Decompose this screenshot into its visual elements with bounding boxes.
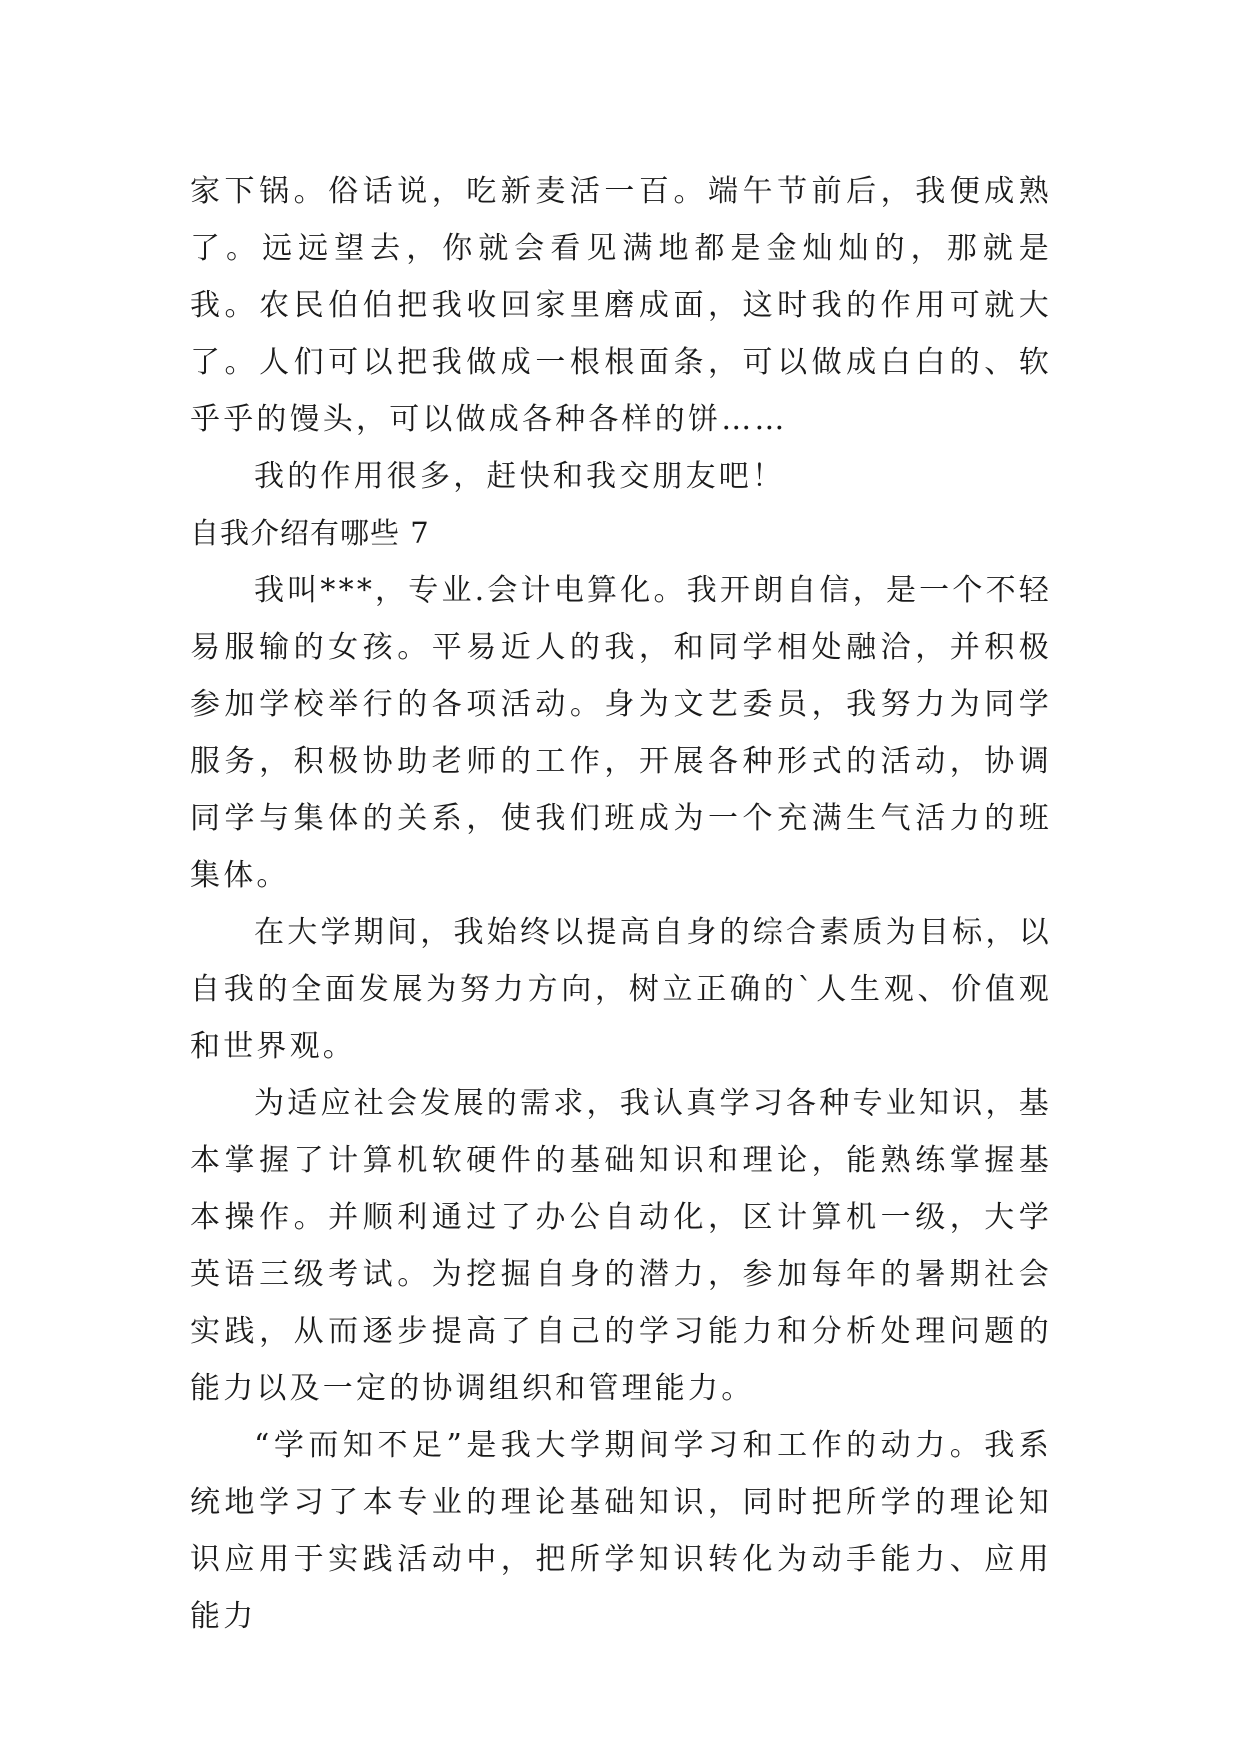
paragraph: 我的作用很多，赶快和我交朋友吧！ xyxy=(254,459,786,494)
section-heading: 自我介绍有哪些 7 xyxy=(190,516,430,550)
paragraph: 在大学期间，我始终以提高自身的综合素质为目标，以自我的全面发展为努力方向，树立正确的`人生观、价值观和世界观。 xyxy=(190,915,1052,1064)
paragraph: 为适应社会发展的需求，我认真学习各种专业知识，基本掌握了计算机软硬件的基础知识和理论，能熟练掌握基本操作。并顺利通过了办公自动化，区计算机一级，大学英语三级考试。为挖掘自身的潜力，参加每年的暑期社会实践，从而逐步提高了自己的学习能力和分析处理问题的能力以及一定的协调组织和管理能力。 xyxy=(190,1086,1052,1406)
paragraph: 我叫***，专业.会计电算化。我开朗自信，是一个不轻易服输的女孩。平易近人的我，和同学相处融洽，并积极参加学校举行的各项活动。身为文艺委员，我努力为同学服务，积极协助老师的工作，开展各种形式的活动，协调同学与集体的关系，使我们班成为一个充满生气活力的班集体。 xyxy=(190,573,1052,893)
paragraph: 家下锅。俗话说，吃新麦活一百。端午节前后，我便成熟了。远远望去，你就会看见满地都是金灿灿的，那就是我。农民伯伯把我收回家里磨成面，这时我的作用可就大了。人们可以把我做成一根根面条，可以做成白白的、软乎乎的馒头，可以做成各种各样的饼…… xyxy=(190,174,1052,437)
paragraph: “学而知不足”是我大学期间学习和工作的动力。我系统地学习了本专业的理论基础知识，同时把所学的理论知识应用于实践活动中，把所学知识转化为动手能力、应用能力 xyxy=(190,1428,1052,1634)
document-page xyxy=(190,163,1052,1645)
